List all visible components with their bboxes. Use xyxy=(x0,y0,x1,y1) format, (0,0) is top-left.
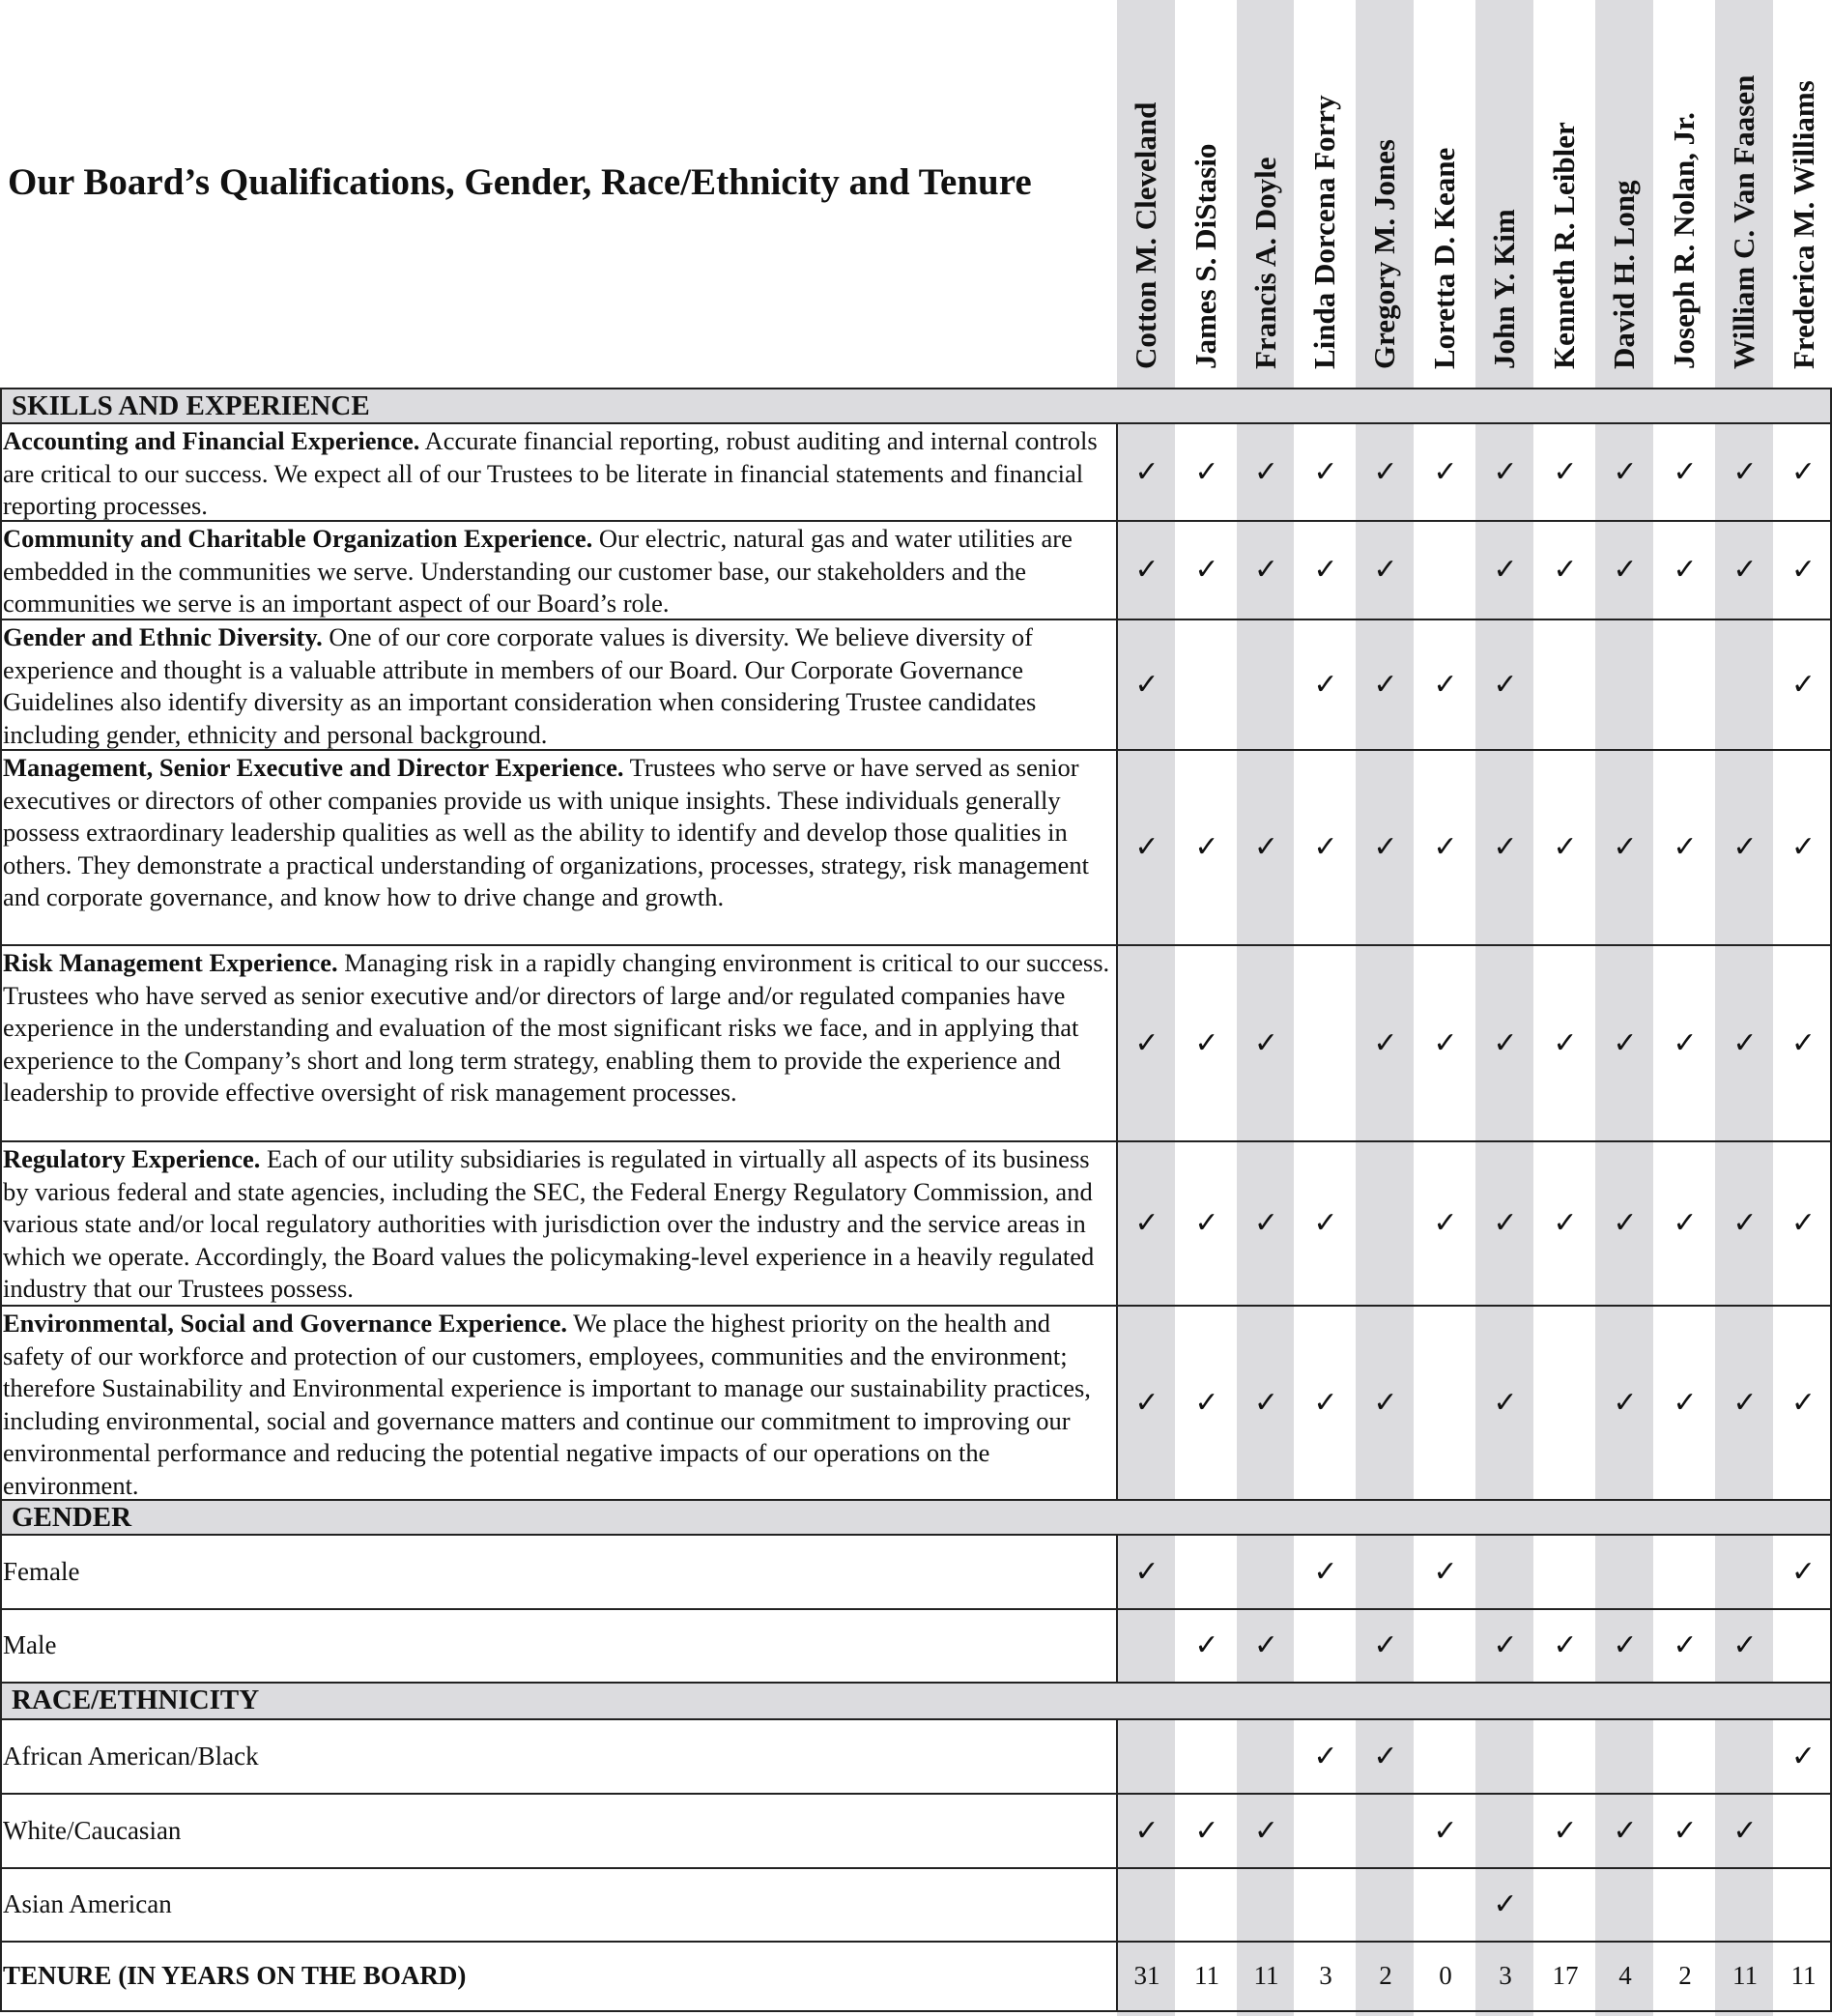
check-mark: ✓ xyxy=(1433,1206,1458,1240)
check-mark: ✓ xyxy=(1732,1628,1758,1662)
check-mark: ✓ xyxy=(1253,830,1279,864)
row-divider xyxy=(0,2010,1832,2012)
check-mark: ✓ xyxy=(1253,1206,1279,1240)
check-mark: ✓ xyxy=(1673,454,1698,489)
check-mark: ✓ xyxy=(1373,454,1398,489)
check-mark: ✓ xyxy=(1134,1385,1159,1420)
trustee-name: John Y. Kim xyxy=(1487,209,1521,369)
tenure-value: 11 xyxy=(1253,1961,1279,1990)
check-mark: ✓ xyxy=(1790,1739,1817,1773)
check-mark: ✓ xyxy=(1732,1025,1758,1060)
tenure-value: 11 xyxy=(1194,1961,1219,1990)
check-mark: ✓ xyxy=(1194,1813,1219,1848)
check-mark: ✓ xyxy=(1313,830,1338,864)
race-label: White/Caucasian xyxy=(3,1815,182,1845)
trustee-name: Francis A. Doyle xyxy=(1248,157,1282,369)
check-mark: ✓ xyxy=(1790,667,1817,702)
check-mark: ✓ xyxy=(1613,830,1638,864)
check-mark: ✓ xyxy=(1553,553,1578,587)
skill-heading: Gender and Ethnic Diversity. xyxy=(3,622,323,651)
trustee-name: William C. Van Faasen xyxy=(1727,74,1760,369)
trustee-name: Kenneth R. Leibler xyxy=(1547,122,1581,369)
check-mark: ✓ xyxy=(1253,454,1279,489)
check-mark: ✓ xyxy=(1553,1025,1578,1060)
check-mark: ✓ xyxy=(1433,667,1458,702)
check-mark: ✓ xyxy=(1790,454,1817,489)
row-divider xyxy=(0,422,1832,424)
skill-text: One of our core corporate values is diversity. We believe diversity of experience and thought is a valuable attribute in members of our Board. Our Corporate Governance Guidelines also identify diversity as an important consideration when considering Trustee candidates including gender, ethnicity and personal background. xyxy=(3,622,1037,749)
skill-text: Each of our utility subsidiaries is regulated in virtually all aspects of its business by various federal and state agencies, including the SEC, the Federal Energy Regulatory Commission, and various state and/or local regulatory authorities with jurisdiction over the industry and the service areas in which we operate. Accordingly, the Board values the policymaking-level experience in a heavily regulated industry that our Trustees possess. xyxy=(3,1144,1095,1304)
check-mark: ✓ xyxy=(1433,454,1458,489)
race-label: African American/Black xyxy=(3,1741,259,1771)
tenure-value: 11 xyxy=(1790,1961,1817,1990)
skill-description xyxy=(3,947,1116,1109)
skill-heading: Risk Management Experience. xyxy=(3,948,338,977)
skill-description xyxy=(3,425,1116,523)
check-mark: ✓ xyxy=(1790,1385,1817,1420)
check-mark: ✓ xyxy=(1433,1025,1458,1060)
check-mark: ✓ xyxy=(1134,1813,1159,1848)
check-mark: ✓ xyxy=(1673,830,1698,864)
check-mark: ✓ xyxy=(1493,1206,1518,1240)
skill-description xyxy=(3,1143,1116,1306)
check-mark: ✓ xyxy=(1194,1385,1219,1420)
check-mark: ✓ xyxy=(1373,667,1398,702)
check-mark: ✓ xyxy=(1732,1385,1758,1420)
check-mark: ✓ xyxy=(1373,1739,1398,1773)
row-divider xyxy=(0,1867,1832,1869)
row-divider xyxy=(0,1793,1832,1795)
check-mark: ✓ xyxy=(1134,667,1159,702)
check-mark: ✓ xyxy=(1134,1206,1159,1240)
check-mark: ✓ xyxy=(1194,454,1219,489)
trustee-name: Joseph R. Nolan, Jr. xyxy=(1667,112,1701,369)
check-mark: ✓ xyxy=(1732,830,1758,864)
row-divider xyxy=(0,1682,1832,1684)
check-mark: ✓ xyxy=(1790,1025,1817,1060)
check-mark: ✓ xyxy=(1673,1628,1698,1662)
check-mark: ✓ xyxy=(1673,1813,1698,1848)
check-mark: ✓ xyxy=(1313,553,1338,587)
check-mark: ✓ xyxy=(1313,1739,1338,1773)
trustee-name: Gregory M. Jones xyxy=(1367,139,1401,369)
check-mark: ✓ xyxy=(1493,553,1518,587)
tenure-value: 0 xyxy=(1439,1961,1452,1990)
check-mark: ✓ xyxy=(1253,1628,1279,1662)
check-mark: ✓ xyxy=(1253,553,1279,587)
trustee-name: Cotton M. Cleveland xyxy=(1129,101,1162,369)
skill-text: Our electric, natural gas and water utilities are embedded in the communities we serve. Understanding our customer base, our stakeholders and the communities we serve is an important aspect of our Board’s role. xyxy=(3,524,1073,619)
section-bar xyxy=(0,1501,1832,1534)
check-mark: ✓ xyxy=(1673,553,1698,587)
skill-text: Trustees who serve or have served as senior executives or directors of other companies provide us with unique insights. These individuals generally possess extraordinary leadership qualities as well as the ability to identify and develop those qualities in others. They demonstrate a practical understanding of organizations, processes, strategy, risk management and corporate governance, and know how to drive change and growth. xyxy=(3,753,1089,912)
check-mark: ✓ xyxy=(1134,830,1159,864)
check-mark: ✓ xyxy=(1194,830,1219,864)
check-mark: ✓ xyxy=(1194,1628,1219,1662)
label-divider xyxy=(1116,422,1118,1501)
check-mark: ✓ xyxy=(1313,1206,1338,1240)
check-mark: ✓ xyxy=(1253,1385,1279,1420)
check-mark: ✓ xyxy=(1493,667,1518,702)
check-mark: ✓ xyxy=(1194,553,1219,587)
page-title: Our Board’s Qualifications, Gender, Race/Ethnicity and Tenure xyxy=(8,161,1032,203)
check-mark: ✓ xyxy=(1313,667,1338,702)
check-mark: ✓ xyxy=(1134,1554,1159,1589)
skill-heading: Community and Charitable Organization Experience. xyxy=(3,524,593,553)
check-mark: ✓ xyxy=(1493,1887,1518,1921)
tenure-value: 3 xyxy=(1499,1961,1512,1990)
check-mark: ✓ xyxy=(1493,830,1518,864)
skill-text: We place the highest priority on the health and safety of our workforce and protection of our customers, employees, communities and the environment; therefore Sustainability and Environmental experience is important to manage our sustainability practices, including environmental, social and governance matters and continue our commitment to improving our environmental performance and reducing the potential negative impacts of our operations on the environment. xyxy=(3,1309,1091,1500)
check-mark: ✓ xyxy=(1493,1025,1518,1060)
check-mark: ✓ xyxy=(1732,454,1758,489)
skill-heading: Environmental, Social and Governance Experience. xyxy=(3,1309,567,1338)
gender-label: Female xyxy=(3,1556,80,1586)
check-mark: ✓ xyxy=(1313,454,1338,489)
check-mark: ✓ xyxy=(1673,1206,1698,1240)
skill-heading: Accounting and Financial Experience. xyxy=(3,426,420,455)
check-mark: ✓ xyxy=(1433,830,1458,864)
check-mark: ✓ xyxy=(1313,1554,1338,1589)
check-mark: ✓ xyxy=(1613,1025,1638,1060)
tenure-value: 4 xyxy=(1618,1961,1632,1990)
check-mark: ✓ xyxy=(1553,1813,1578,1848)
check-mark: ✓ xyxy=(1373,1628,1398,1662)
check-mark: ✓ xyxy=(1134,454,1159,489)
trustee-name: James S. DiStasio xyxy=(1188,143,1222,369)
check-mark: ✓ xyxy=(1493,1385,1518,1420)
check-mark: ✓ xyxy=(1194,1206,1219,1240)
check-mark: ✓ xyxy=(1313,1385,1338,1420)
skill-heading: Management, Senior Executive and Director Experience. xyxy=(3,753,624,782)
tenure-value: 2 xyxy=(1379,1961,1392,1990)
check-mark: ✓ xyxy=(1732,1813,1758,1848)
check-mark: ✓ xyxy=(1790,830,1817,864)
skill-description xyxy=(3,1308,1116,1503)
row-divider xyxy=(0,944,1832,946)
check-mark: ✓ xyxy=(1553,830,1578,864)
tenure-value: 11 xyxy=(1732,1961,1758,1990)
trustee-name: Linda Dorcena Forry xyxy=(1307,95,1341,369)
check-mark: ✓ xyxy=(1373,830,1398,864)
check-mark: ✓ xyxy=(1613,454,1638,489)
skill-text: Accurate financial reporting, robust auditing and internal controls are critical to our success. We expect all of our Trustees to be literate in financial statements and financial reporting processes. xyxy=(3,426,1098,521)
check-mark: ✓ xyxy=(1253,1813,1279,1848)
check-mark: ✓ xyxy=(1673,1385,1698,1420)
skill-heading: Regulatory Experience. xyxy=(3,1144,261,1173)
check-mark: ✓ xyxy=(1732,553,1758,587)
check-mark: ✓ xyxy=(1673,1025,1698,1060)
check-mark: ✓ xyxy=(1613,553,1638,587)
trustee-name: David H. Long xyxy=(1607,180,1641,369)
tenure-value: 31 xyxy=(1133,1961,1160,1990)
skill-text: Managing risk in a rapidly changing environment is critical to our success. Trustees who have served as senior executive and/or directors of large and/or regulated companies have experience in the understanding and evaluation of the most significant risks we face, and in applying that experience to the Company’s short and long term strategy, enabling them to provide the experience and leadership to provide effective oversight of risk management processes. xyxy=(3,948,1110,1108)
check-mark: ✓ xyxy=(1790,553,1817,587)
check-mark: ✓ xyxy=(1613,1628,1638,1662)
tenure-value: 2 xyxy=(1678,1961,1692,1990)
row-divider xyxy=(0,1941,1832,1943)
check-mark: ✓ xyxy=(1613,1385,1638,1420)
row-divider xyxy=(0,1718,1832,1720)
check-mark: ✓ xyxy=(1553,1206,1578,1240)
trustee-name: Loretta D. Keane xyxy=(1427,147,1461,369)
check-mark: ✓ xyxy=(1613,1813,1638,1848)
section-heading-skills: SKILLS AND EXPERIENCE xyxy=(12,390,370,421)
check-mark: ✓ xyxy=(1613,1206,1638,1240)
check-mark: ✓ xyxy=(1194,1025,1219,1060)
check-mark: ✓ xyxy=(1493,1628,1518,1662)
check-mark: ✓ xyxy=(1790,1206,1817,1240)
section-bar xyxy=(0,1684,1832,1718)
section-heading-gender: GENDER xyxy=(12,1502,132,1533)
check-mark: ✓ xyxy=(1553,1628,1578,1662)
tenure-value: 3 xyxy=(1319,1961,1332,1990)
check-mark: ✓ xyxy=(1493,454,1518,489)
row-divider xyxy=(0,1140,1832,1142)
gender-label: Male xyxy=(3,1630,57,1659)
row-divider xyxy=(0,388,1832,389)
row-divider xyxy=(0,1608,1832,1610)
race-label: Asian American xyxy=(3,1889,172,1918)
left-border xyxy=(0,388,2,2012)
check-mark: ✓ xyxy=(1373,1385,1398,1420)
check-mark: ✓ xyxy=(1433,1813,1458,1848)
tenure-label: TENURE (IN YEARS ON THE BOARD) xyxy=(3,1961,467,1990)
check-mark: ✓ xyxy=(1732,1206,1758,1240)
check-mark: ✓ xyxy=(1253,1025,1279,1060)
check-mark: ✓ xyxy=(1373,553,1398,587)
check-mark: ✓ xyxy=(1134,1025,1159,1060)
check-mark: ✓ xyxy=(1134,553,1159,587)
check-mark: ✓ xyxy=(1373,1025,1398,1060)
section-heading-race: RACE/ETHNICITY xyxy=(12,1685,260,1715)
row-divider xyxy=(0,1534,1832,1536)
skill-description xyxy=(3,621,1116,751)
skill-description xyxy=(3,523,1116,620)
check-mark: ✓ xyxy=(1553,454,1578,489)
skill-description xyxy=(3,752,1116,914)
check-mark: ✓ xyxy=(1433,1554,1458,1589)
check-mark: ✓ xyxy=(1790,1554,1817,1589)
trustee-name: Frederica M. Williams xyxy=(1787,80,1820,369)
tenure-value: 17 xyxy=(1552,1961,1579,1990)
label-divider xyxy=(1116,1718,1118,2010)
label-divider xyxy=(1116,1534,1118,1684)
